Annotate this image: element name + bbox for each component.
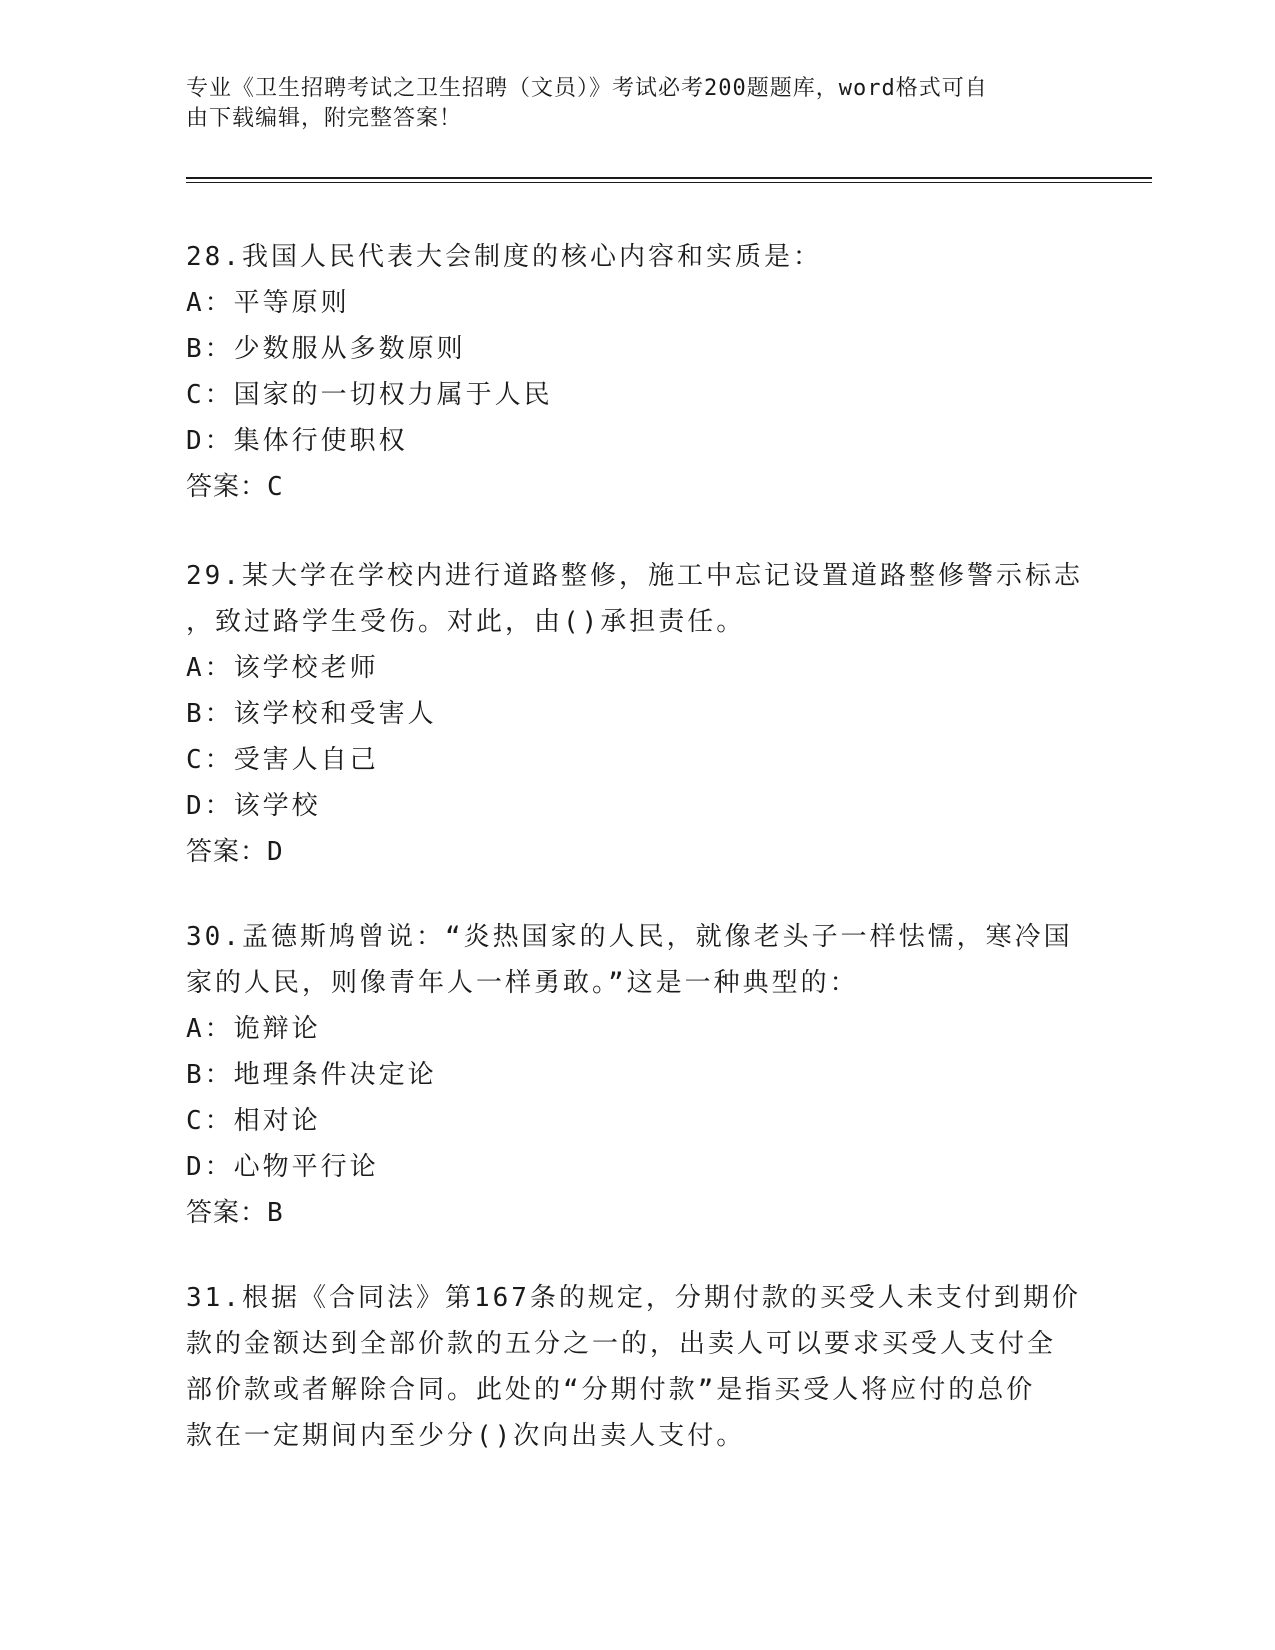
- option-b: B：地理条件决定论: [186, 1060, 437, 1090]
- answer: 答案：B: [186, 1198, 284, 1228]
- question-stem-line-2: 家的人民，则像青年人一样勇敢。”这是一种典型的：: [186, 968, 859, 998]
- header-divider-thick: [186, 177, 1152, 179]
- question-stem-line-1: 31.根据《合同法》第167条的规定，分期付款的买受人未支付到期价: [186, 1283, 1081, 1313]
- option-b: B：少数服从多数原则: [186, 334, 466, 364]
- option-d: D：集体行使职权: [186, 426, 408, 456]
- option-c: C：国家的一切权力属于人民: [186, 380, 553, 410]
- question-stem-line-2: ，致过路学生受伤。对此，由()承担责任。: [186, 607, 746, 637]
- question-stem-line-1: 29.某大学在学校内进行道路整修，施工中忘记设置道路整修警示标志: [186, 561, 1083, 591]
- option-c: C：相对论: [186, 1106, 321, 1136]
- header-line-1: 专业《卫生招聘考试之卫生招聘（文员）》考试必考200题题库，word格式可自: [186, 76, 988, 101]
- option-d: D：该学校: [186, 791, 321, 821]
- question-28: [186, 234, 1086, 510]
- question-31: [186, 1275, 1086, 1459]
- option-c: C：受害人自己: [186, 745, 379, 775]
- header-divider-thin: [186, 182, 1152, 183]
- option-a: A：平等原则: [186, 288, 350, 318]
- document-header: [186, 74, 1066, 134]
- answer: 答案：C: [186, 472, 284, 502]
- question-stem-line-1: 30.孟德斯鸠曾说：“炎热国家的人民，就像老头子一样怯懦，寒冷国: [186, 922, 1073, 952]
- option-a: A：该学校老师: [186, 653, 379, 683]
- answer: 答案：D: [186, 837, 284, 867]
- question-stem-line-2: 款的金额达到全部价款的五分之一的，出卖人可以要求买受人支付全: [186, 1329, 1057, 1359]
- question-stem: 28.我国人民代表大会制度的核心内容和实质是：: [186, 242, 822, 272]
- option-a: A：诡辩论: [186, 1014, 321, 1044]
- question-30: [186, 914, 1086, 1236]
- question-stem-line-4: 款在一定期间内至少分()次向出卖人支付。: [186, 1421, 746, 1451]
- question-stem-line-3: 部价款或者解除合同。此处的“分期付款”是指买受人将应付的总价: [186, 1375, 1036, 1405]
- question-29: [186, 553, 1086, 875]
- header-line-2: 由下载编辑，附完整答案！: [186, 106, 463, 131]
- option-d: D：心物平行论: [186, 1152, 379, 1182]
- option-b: B：该学校和受害人: [186, 699, 437, 729]
